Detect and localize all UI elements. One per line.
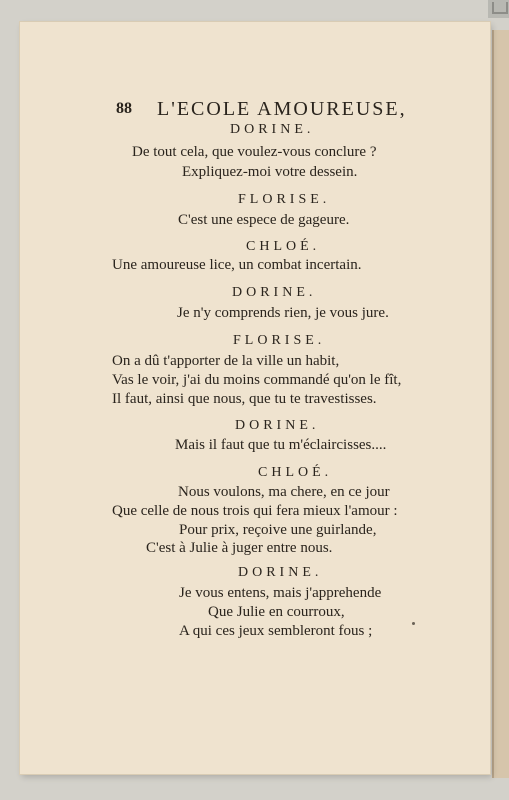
book-page: [20, 22, 490, 774]
running-title: L'ECOLE AMOUREUSE,: [157, 98, 407, 120]
speaker-florise: FLORISE.: [238, 192, 331, 207]
dialogue-line: De tout cela, que voulez-vous conclure ?: [132, 144, 377, 160]
dialogue-line: Que celle de nous trois qui fera mieux l'amour :: [112, 503, 398, 519]
dialogue-line: Je vous entens, mais j'apprehende: [179, 585, 382, 601]
dialogue-line: Pour prix, reçoive une guirlande,: [179, 522, 377, 538]
dialogue-line: Que Julie en courroux,: [208, 604, 345, 620]
dialogue-line: C'est une espece de gageure.: [178, 212, 350, 228]
dialogue-line: Expliquez-moi votre dessein.: [182, 164, 358, 180]
ink-speck: [412, 622, 415, 625]
dialogue-line: Il faut, ainsi que nous, que tu te travestisses.: [112, 391, 377, 407]
speaker-dorine: DORINE.: [232, 285, 317, 300]
speaker-dorine: DORINE.: [238, 565, 323, 580]
dialogue-line: On a dû t'apporter de la ville un habit,: [112, 353, 340, 369]
speaker-dorine: DORINE.: [230, 122, 315, 137]
dialogue-line: Je n'y comprends rien, je vous jure.: [177, 305, 389, 321]
binder-clip: [488, 0, 509, 18]
facing-page-edge: [492, 30, 509, 778]
speaker-chloe: CHLOÉ.: [258, 465, 333, 480]
dialogue-line: A qui ces jeux sembleront fous ;: [179, 623, 373, 639]
dialogue-line: C'est à Julie à juger entre nous.: [146, 540, 333, 556]
dialogue-line: Une amoureuse lice, un combat incertain.: [112, 257, 362, 273]
dialogue-line: Nous voulons, ma chere, en ce jour: [178, 484, 390, 500]
page-number: 88: [116, 100, 132, 117]
speaker-florise: FLORISE.: [233, 333, 326, 348]
dialogue-line: Vas le voir, j'ai du moins commandé qu'on le fît,: [112, 372, 402, 388]
dialogue-line: Mais il faut que tu m'éclaircisses....: [175, 437, 387, 453]
speaker-dorine: DORINE.: [235, 418, 320, 433]
speaker-chloe: CHLOÉ.: [246, 239, 321, 254]
